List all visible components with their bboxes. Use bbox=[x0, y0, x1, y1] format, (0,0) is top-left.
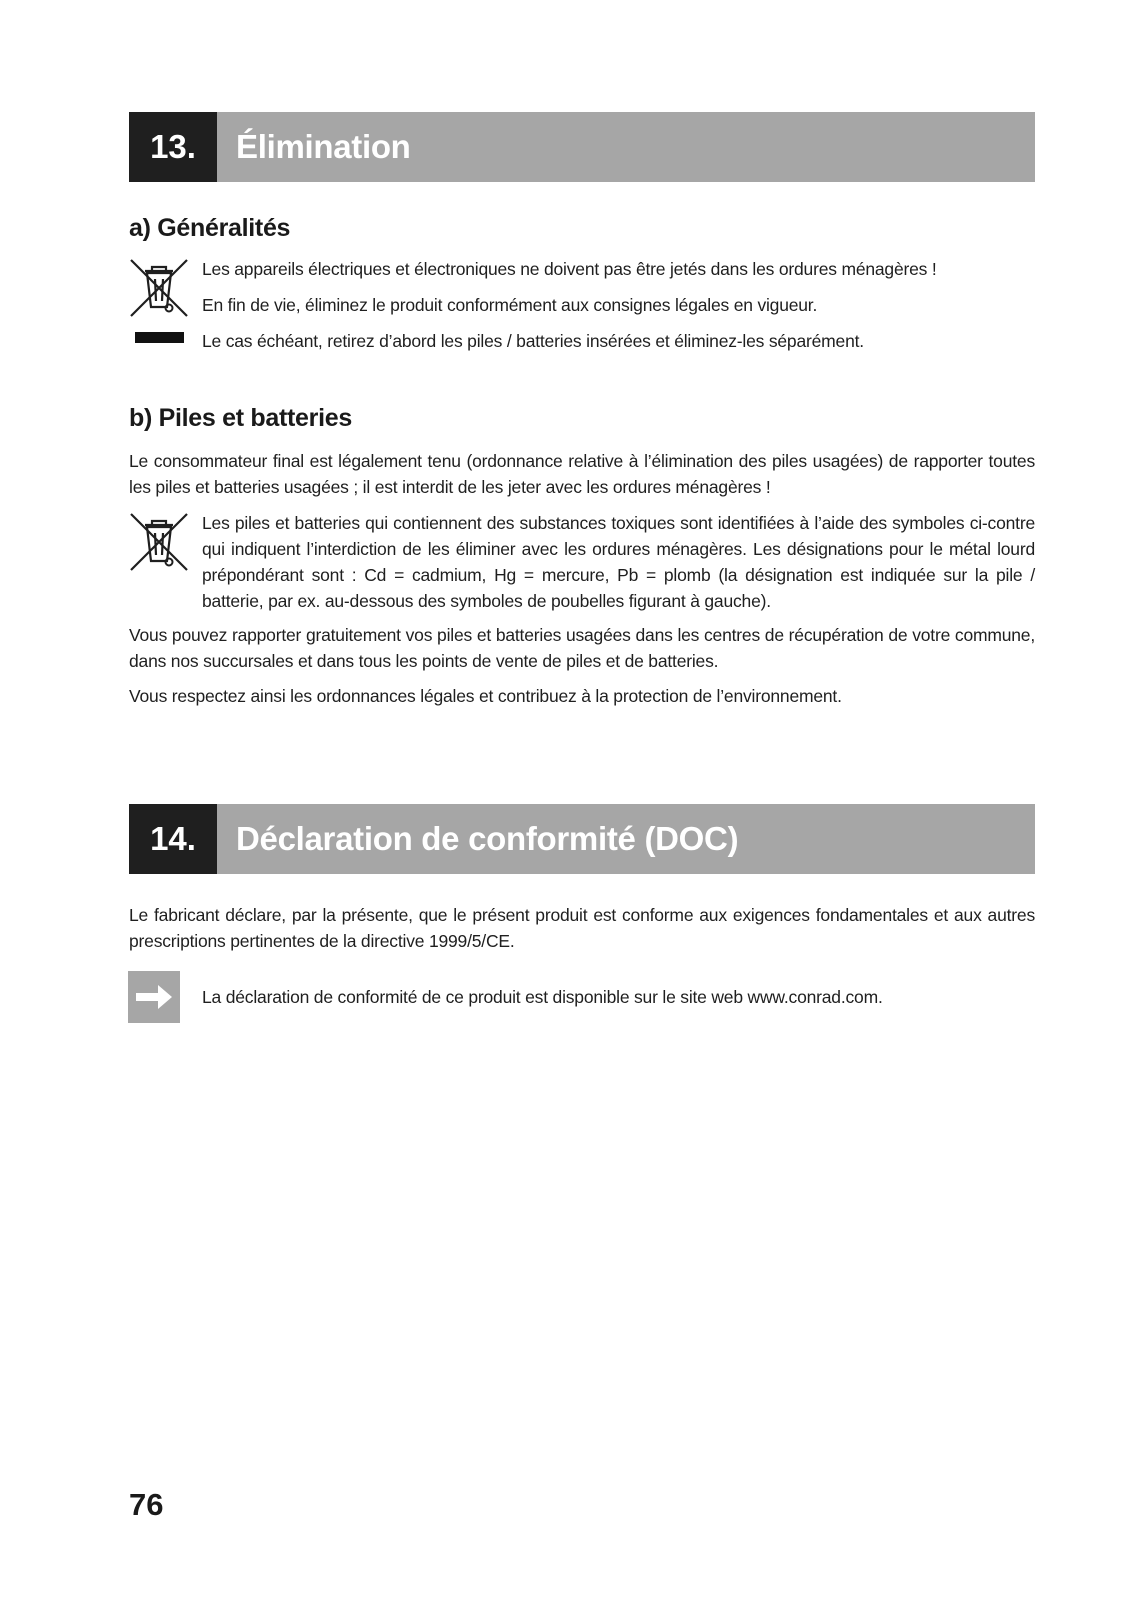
crossed-out-wheelie-bin-icon bbox=[128, 257, 190, 319]
subheading-generalites: a) Généralités bbox=[129, 214, 291, 242]
section-14-header bbox=[129, 804, 1035, 874]
section-title: Déclaration de conformité (DOC) bbox=[236, 820, 739, 857]
right-arrow-icon bbox=[128, 971, 180, 1023]
section-number: 14. bbox=[129, 804, 217, 874]
generalites-line-3: Le cas échéant, retirez d’abord les piles / batteries insérées et éliminez-les séparément. bbox=[202, 331, 864, 351]
page-number: 76 bbox=[129, 1487, 164, 1522]
piles-icon-text: Les piles et batteries qui contiennent des substances toxiques sont identifiées à l’aide des symboles ci-contre qui indiquent l’interdiction de les éliminer avec les ordures ménagères. Les désignations pour le métal lourd prépondérant sont : Cd = cadmium, Hg = mercure, Pb = plomb (la désignation est indiquée sur la pile / batterie, par ex. au-dessous des symboles de poubelles figurant à gauche). bbox=[202, 513, 1035, 611]
section-13-header bbox=[129, 112, 1035, 182]
section-title: Élimination bbox=[236, 128, 411, 165]
piles-para-1: Vous pouvez rapporter gratuitement vos piles et batteries usagées dans les centres de récupération de votre commune, dans nos succursales et dans tous les points de vente de piles et de batteries. bbox=[129, 625, 1035, 671]
doc-note: La déclaration de conformité de ce produit est disponible sur le site web www.conrad.com. bbox=[202, 987, 883, 1007]
solid-bar-icon bbox=[135, 332, 184, 343]
piles-intro: Le consommateur final est légalement tenu (ordonnance relative à l’élimination des piles usagées) de rapporter toutes les piles et batteries usagées ; il est interdit de les jeter avec les ordures ménagères ! bbox=[129, 451, 1035, 497]
generalites-line-2: En fin de vie, éliminez le produit conformément aux consignes légales en vigueur. bbox=[202, 295, 818, 315]
generalites-line-1: Les appareils électriques et électroniques ne doivent pas être jetés dans les ordures ménagères ! bbox=[202, 259, 937, 279]
piles-para-2: Vous respectez ainsi les ordonnances légales et contribuez à la protection de l’environnement. bbox=[129, 686, 842, 706]
crossed-out-wheelie-bin-icon bbox=[128, 511, 190, 573]
doc-intro: Le fabricant déclare, par la présente, que le présent produit est conforme aux exigences fondamentales et aux autres prescriptions pertinentes de la directive 1999/5/CE. bbox=[129, 905, 1035, 951]
subheading-piles: b) Piles et batteries bbox=[129, 404, 352, 432]
section-number: 13. bbox=[129, 112, 217, 182]
